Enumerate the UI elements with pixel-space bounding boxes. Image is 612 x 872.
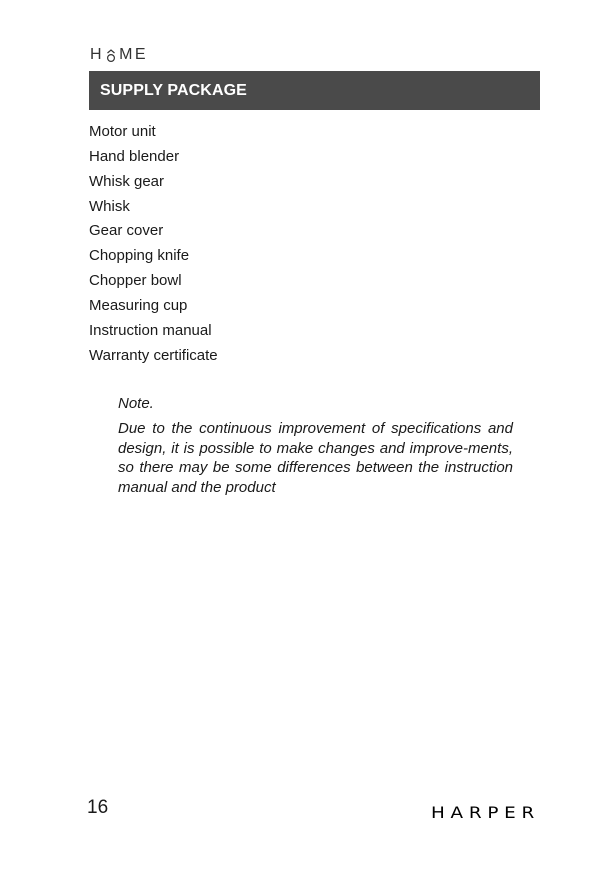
page-number: 16 bbox=[87, 797, 109, 818]
list-item: Measuring cup bbox=[89, 296, 188, 314]
list-item: Hand blender bbox=[89, 147, 180, 165]
list-item: Whisk bbox=[89, 197, 130, 215]
supply-package-list bbox=[89, 120, 218, 368]
harper-logo bbox=[430, 802, 541, 822]
section-title: SUPPLY PACKAGE bbox=[100, 81, 247, 99]
section-header-bar bbox=[89, 71, 540, 110]
note-block bbox=[118, 394, 513, 497]
list-item: Warranty certificate bbox=[89, 346, 218, 364]
home-o-with-roof-icon bbox=[105, 49, 117, 62]
list-item: Chopper bowl bbox=[89, 272, 182, 290]
harper-logo-text: HARPER bbox=[431, 803, 540, 822]
list-item: Gear cover bbox=[89, 222, 164, 240]
list-item: Instruction manual bbox=[89, 321, 212, 339]
home-brand-mark bbox=[90, 46, 148, 64]
note-text: Due to the continuous improvement of specifications and design, it is possible to make changes and improve-ments, so there may be some differences between the instruction manual and the product bbox=[118, 420, 513, 496]
home-brand-me: ME bbox=[119, 46, 149, 63]
note-title: Note. bbox=[118, 395, 154, 412]
home-brand-h: H bbox=[90, 46, 105, 63]
list-item: Whisk gear bbox=[89, 172, 165, 190]
list-item: Motor unit bbox=[89, 123, 156, 140]
list-item: Chopping knife bbox=[89, 247, 190, 265]
